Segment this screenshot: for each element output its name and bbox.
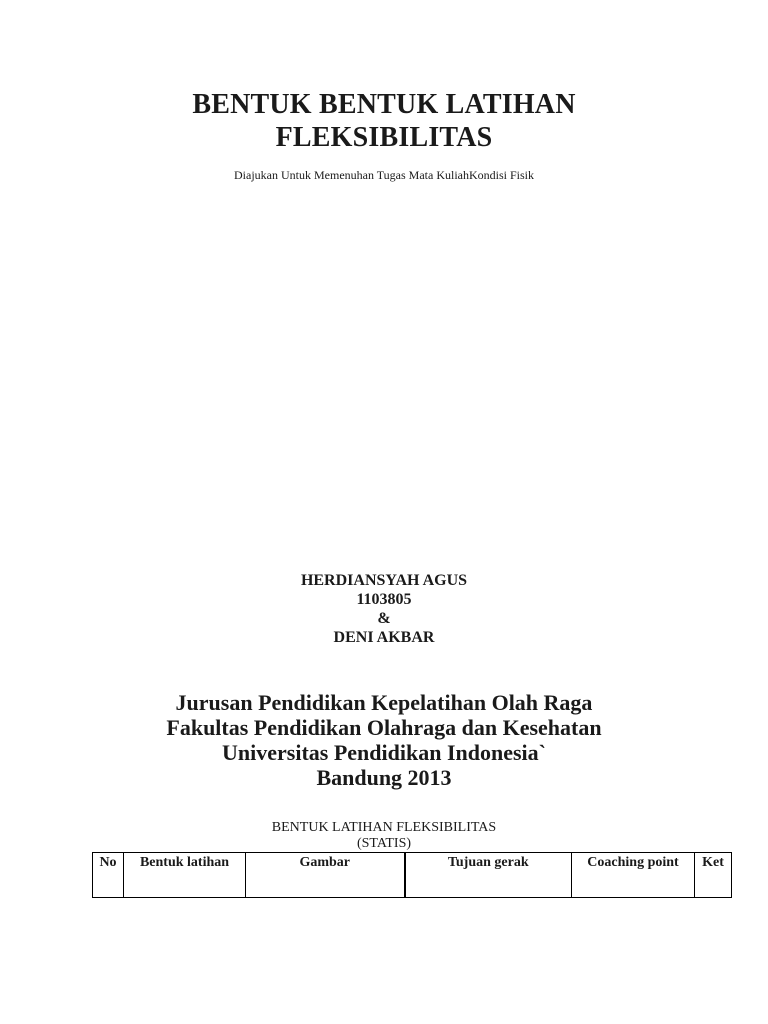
title-line-2: FLEKSIBILITAS — [275, 122, 493, 153]
table-header-gambar: Gambar — [246, 853, 405, 898]
table-header-tujuan-gerak: Tujuan gerak — [405, 853, 572, 898]
exercise-table — [92, 852, 732, 898]
author-block — [0, 571, 768, 647]
department-name: Jurusan Pendidikan Kepelatihan Olah Raga — [175, 690, 593, 715]
title-line-1: BENTUK BENTUK LATIHAN — [192, 89, 576, 120]
document-subtitle: Diajukan Untuk Memenuhan Tugas Mata KuliahKondisi Fisik — [234, 168, 534, 182]
table-header-row — [93, 853, 732, 898]
author-name-2: DENI AKBAR — [333, 629, 435, 646]
institution-block — [0, 690, 768, 790]
section-title: BENTUK LATIHAN FLEKSIBILITAS — [271, 820, 497, 835]
table-header-ket: Ket — [695, 853, 732, 898]
table-header-no: No — [93, 853, 124, 898]
table-header-bentuk-latihan: Bentuk latihan — [124, 853, 246, 898]
section-subtitle: (STATIS) — [356, 836, 412, 851]
table-header-coaching-point: Coaching point — [572, 853, 695, 898]
student-id: 1103805 — [356, 591, 412, 608]
city-year: Bandung 2013 — [316, 765, 452, 790]
faculty-name: Fakultas Pendidikan Olahraga dan Kesehatan — [166, 715, 602, 740]
author-separator: & — [377, 610, 391, 627]
section-heading — [0, 820, 768, 852]
university-name: Universitas Pendidikan Indonesia` — [222, 740, 546, 765]
document-title — [0, 88, 768, 154]
author-name-1: HERDIANSYAH AGUS — [300, 572, 468, 589]
